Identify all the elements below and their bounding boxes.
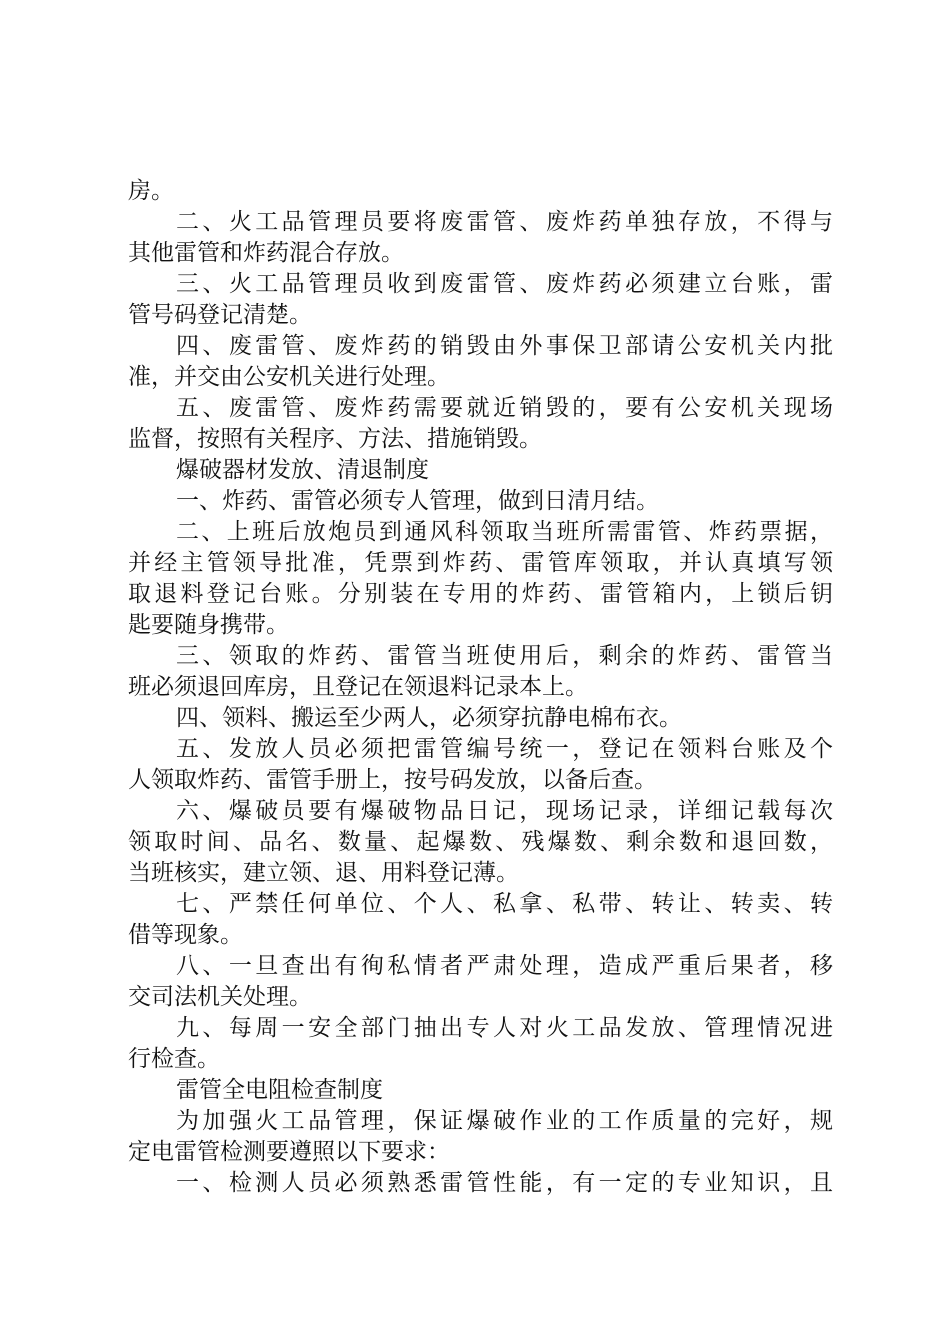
text-line: 人领取炸药、雷管手册上，按号码发放，以备后查。 bbox=[128, 767, 657, 793]
text-line: 借等现象。 bbox=[128, 922, 243, 948]
text-line: 七、严禁任何单位、个人、私拿、私带、转让、转卖、转 bbox=[176, 891, 833, 917]
document-body bbox=[128, 176, 833, 1199]
text-line: 九、每周一安全部门抽出专人对火工品发放、管理情况进 bbox=[176, 1015, 833, 1041]
text-line: 为加强火工品管理，保证爆破作业的工作质量的完好，规 bbox=[176, 1108, 833, 1134]
text-line: 房。 bbox=[128, 178, 174, 204]
text-line: 取退料登记台账。分别装在专用的炸药、雷管箱内，上锁后钥 bbox=[128, 581, 833, 607]
text-line: 五、发放人员必须把雷管编号统一，登记在领料台账及个 bbox=[176, 736, 833, 762]
text-line: 四、领料、搬运至少两人，必须穿抗静电棉布衣。 bbox=[176, 705, 682, 731]
text-line: 四、废雷管、废炸药的销毁由外事保卫部请公安机关内批 bbox=[176, 333, 833, 359]
text-line: 交司法机关处理。 bbox=[128, 984, 312, 1010]
text-line: 六、爆破员要有爆破物品日记，现场记录，详细记载每次 bbox=[176, 798, 833, 824]
text-line: 当班核实，建立领、退、用料登记薄。 bbox=[128, 860, 519, 886]
text-line: 并经主管领导批准，凭票到炸药、雷管库领取，并认真填写领 bbox=[128, 550, 833, 576]
section-heading: 雷管全电阻检查制度 bbox=[176, 1077, 383, 1103]
text-line: 二、上班后放炮员到通风科领取当班所需雷管、炸药票据， bbox=[176, 519, 833, 545]
text-line: 五、废雷管、废炸药需要就近销毁的，要有公安机关现场 bbox=[176, 395, 833, 421]
text-line: 一、炸药、雷管必须专人管理，做到日清月结。 bbox=[176, 488, 659, 514]
section-heading: 爆破器材发放、清退制度 bbox=[176, 457, 429, 483]
text-line: 行检查。 bbox=[128, 1046, 220, 1072]
text-line: 三、火工品管理员收到废雷管、废炸药必须建立台账，雷 bbox=[176, 271, 833, 297]
text-line: 一、检测人员必须熟悉雷管性能，有一定的专业知识，且 bbox=[176, 1170, 833, 1196]
text-line: 管号码登记清楚。 bbox=[128, 302, 312, 328]
text-line: 八、一旦查出有徇私情者严肃处理，造成严重后果者，移 bbox=[176, 953, 833, 979]
text-line: 二、火工品管理员要将废雷管、废炸药单独存放，不得与 bbox=[176, 209, 833, 235]
text-line: 监督，按照有关程序、方法、措施销毁。 bbox=[128, 426, 542, 452]
text-line: 领取时间、品名、数量、起爆数、残爆数、剩余数和退回数， bbox=[128, 829, 833, 855]
text-line: 匙要随身携带。 bbox=[128, 612, 289, 638]
text-line: 三、领取的炸药、雷管当班使用后，剩余的炸药、雷管当 bbox=[176, 643, 833, 669]
text-line: 定电雷管检测要遵照以下要求： bbox=[128, 1139, 450, 1165]
text-line: 其他雷管和炸药混合存放。 bbox=[128, 240, 404, 266]
text-line: 准，并交由公安机关进行处理。 bbox=[128, 364, 450, 390]
text-line: 班必须退回库房，且登记在领退料记录本上。 bbox=[128, 674, 588, 700]
